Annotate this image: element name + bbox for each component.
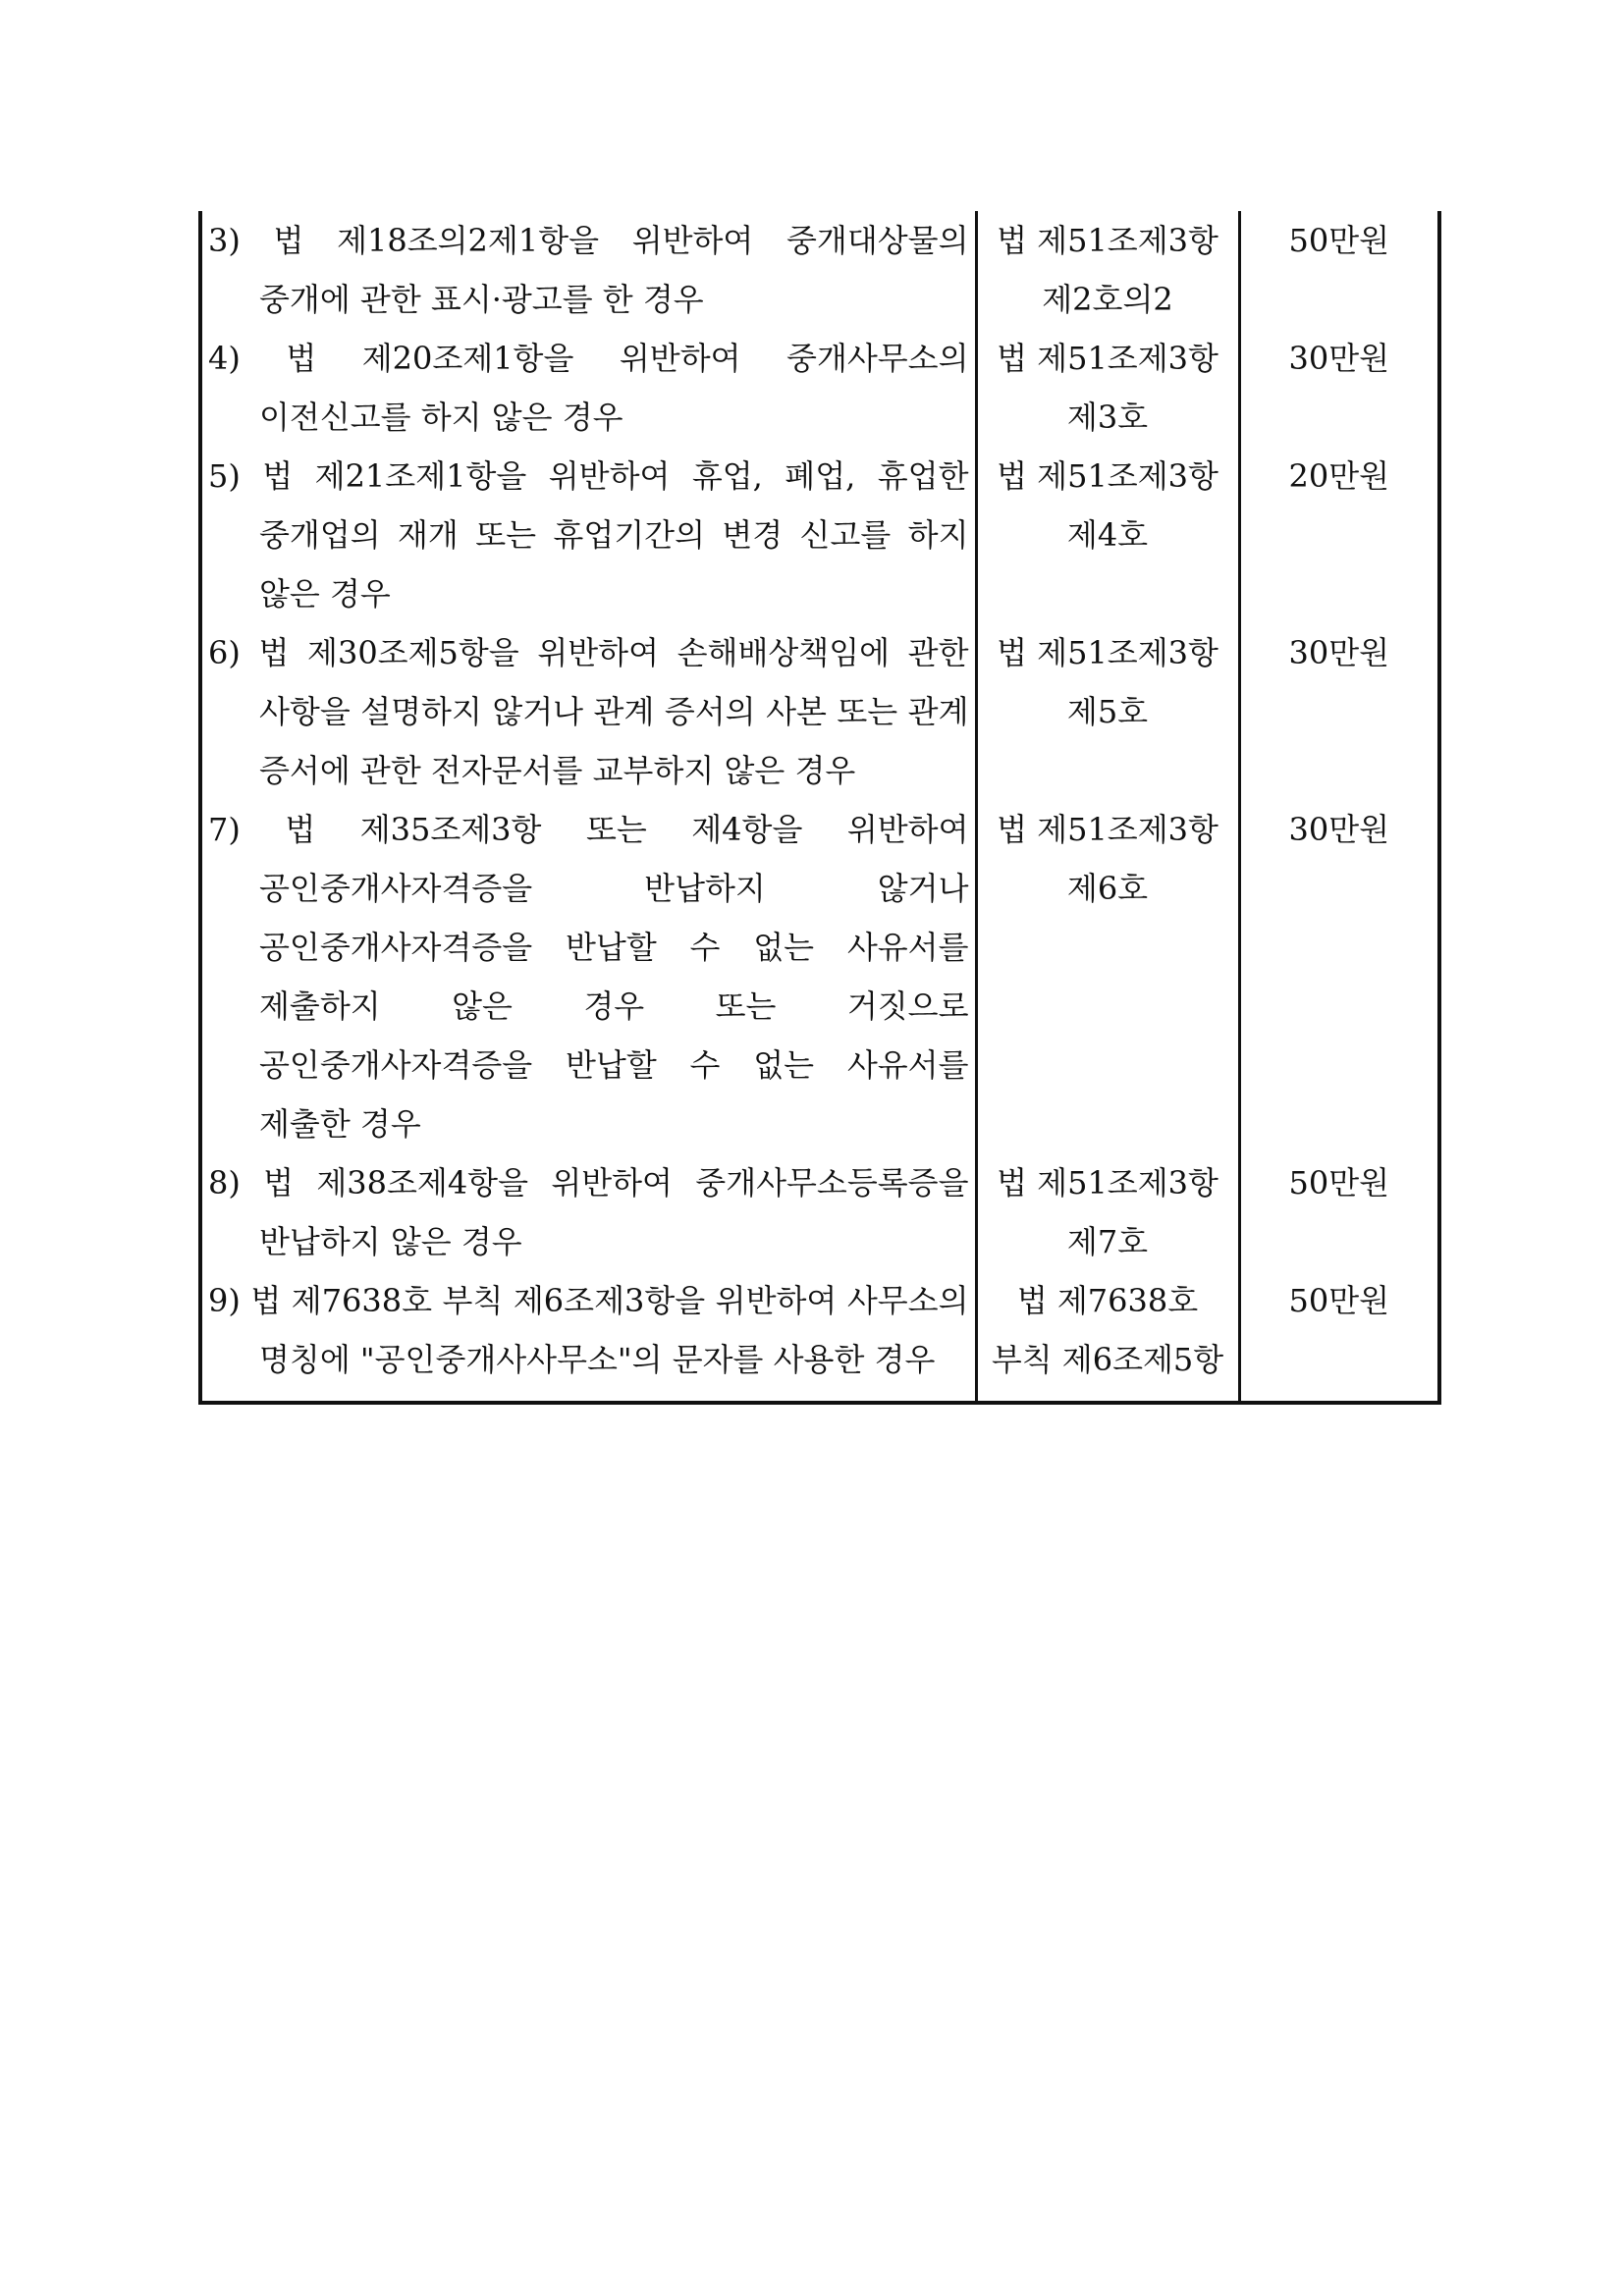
law-basis-cell bbox=[976, 447, 1239, 623]
fine-amount-text: 30만원 bbox=[1288, 811, 1390, 848]
law-basis-cell bbox=[976, 1153, 1239, 1271]
violation-cell bbox=[200, 1271, 976, 1403]
violation-text: 3) 법 제18조의2제1항을 위반하여 중개대상물의 중개에 관한 표시·광고를 한 경우 bbox=[208, 222, 969, 318]
fine-amount-cell bbox=[1239, 447, 1439, 623]
fine-amount-text: 30만원 bbox=[1288, 340, 1390, 377]
law-basis-text: 법 제51조제3항 제4호 bbox=[997, 457, 1218, 554]
violation-cell bbox=[200, 211, 976, 329]
fine-amount-cell bbox=[1239, 1153, 1439, 1271]
fine-amount-cell bbox=[1239, 211, 1439, 329]
violation-cell bbox=[200, 329, 976, 447]
penalty-table bbox=[198, 211, 1441, 1405]
law-basis-text: 법 제51조제3항 제5호 bbox=[997, 634, 1218, 730]
law-basis-text: 법 제51조제3항 제6호 bbox=[997, 811, 1218, 907]
table-row bbox=[200, 1271, 1439, 1403]
fine-amount-text: 30만원 bbox=[1288, 634, 1390, 671]
law-basis-cell bbox=[976, 211, 1239, 329]
fine-amount-text: 20만원 bbox=[1288, 457, 1390, 495]
fine-amount-text: 50만원 bbox=[1288, 222, 1390, 259]
violation-text: 8) 법 제38조제4항을 위반하여 중개사무소등록증을 반납하지 않은 경우 bbox=[208, 1164, 969, 1260]
fine-amount-cell bbox=[1239, 623, 1439, 800]
fine-amount-cell bbox=[1239, 800, 1439, 1153]
fine-amount-cell bbox=[1239, 329, 1439, 447]
violation-text: 4) 법 제20조제1항을 위반하여 중개사무소의 이전신고를 하지 않은 경우 bbox=[208, 340, 969, 436]
law-basis-cell bbox=[976, 800, 1239, 1153]
law-basis-text: 법 제51조제3항 제7호 bbox=[997, 1164, 1218, 1260]
table-row bbox=[200, 447, 1439, 623]
law-basis-cell bbox=[976, 623, 1239, 800]
law-basis-text: 법 제51조제3항 제3호 bbox=[997, 340, 1218, 436]
violation-cell bbox=[200, 800, 976, 1153]
law-basis-text: 법 제7638호 부칙 제6조제5항 bbox=[991, 1282, 1224, 1378]
violation-cell bbox=[200, 1153, 976, 1271]
law-basis-cell bbox=[976, 329, 1239, 447]
table-row bbox=[200, 800, 1439, 1153]
table-row bbox=[200, 1153, 1439, 1271]
violation-text: 9) 법 제7638호 부칙 제6조제3항을 위반하여 사무소의 명칭에 "공인중개사사무소"의 문자를 사용한 경우 bbox=[208, 1282, 969, 1378]
law-basis-cell bbox=[976, 1271, 1239, 1403]
law-basis-text: 법 제51조제3항 제2호의2 bbox=[997, 222, 1218, 318]
violation-text: 6) 법 제30조제5항을 위반하여 손해배상책임에 관한 사항을 설명하지 않거나 관계 증서의 사본 또는 관계 증서에 관한 전자문서를 교부하지 않은 경우 bbox=[208, 634, 969, 789]
violation-cell bbox=[200, 623, 976, 800]
violation-text: 5) 법 제21조제1항을 위반하여 휴업, 폐업, 휴업한 중개업의 재개 또는 휴업기간의 변경 신고를 하지 않은 경우 bbox=[208, 457, 969, 613]
table-row bbox=[200, 329, 1439, 447]
fine-amount-text: 50만원 bbox=[1288, 1282, 1390, 1319]
table-row bbox=[200, 623, 1439, 800]
fine-amount-cell bbox=[1239, 1271, 1439, 1403]
violation-cell bbox=[200, 447, 976, 623]
violation-text: 7) 법 제35조제3항 또는 제4항을 위반하여 공인중개사자격증을 반납하지 않거나 공인중개사자격증을 반납할 수 없는 사유서를 제출하지 않은 경우 또는 거짓으로 공인중개사자격증을 반납할 수 없는 사유서를 제출한 경우 bbox=[208, 811, 969, 1143]
table-row bbox=[200, 211, 1439, 329]
fine-amount-text: 50만원 bbox=[1288, 1164, 1390, 1201]
